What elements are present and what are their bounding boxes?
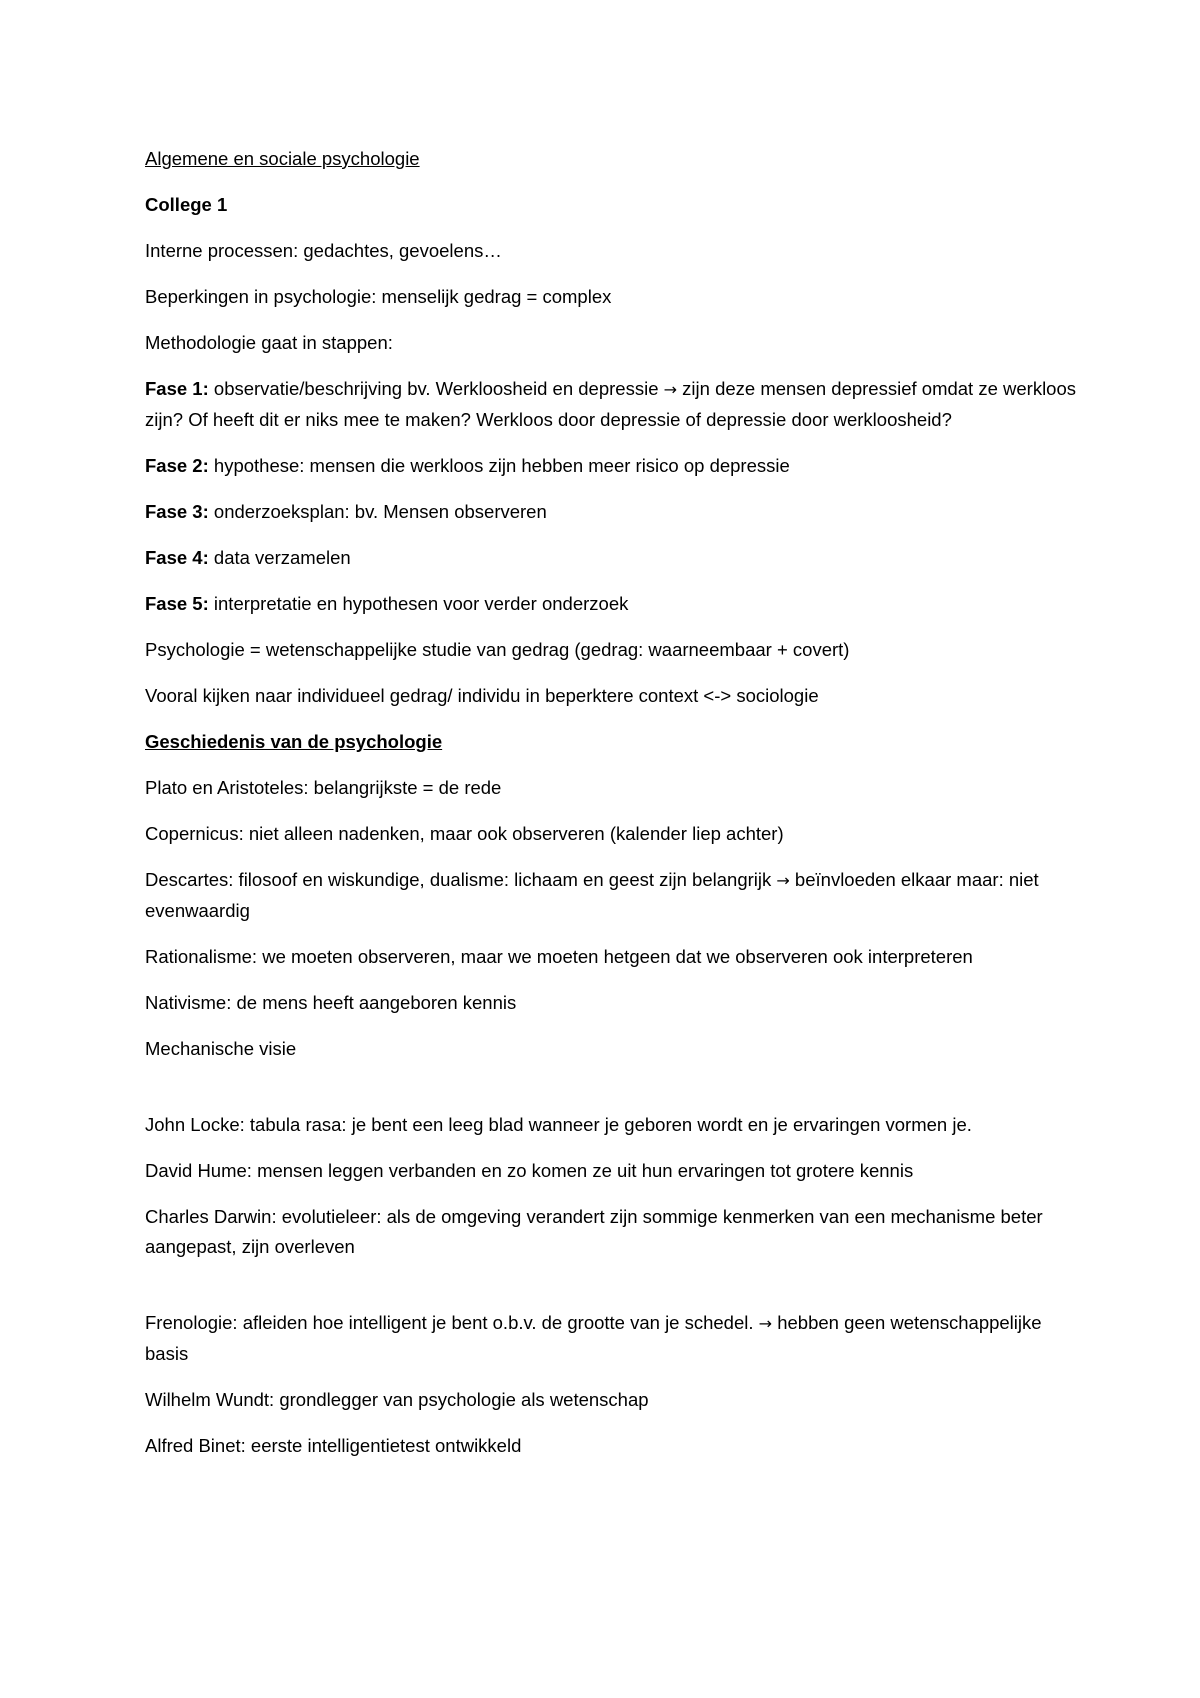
descartes-text-post: beïnvloeden elkaar maar: niet evenwaardig (145, 869, 1039, 921)
fase-1 (145, 374, 1085, 435)
line-psychologie-definitie: Psychologie = wetenschappelijke studie van gedrag (gedrag: waarneembaar + covert) (145, 639, 850, 660)
fase-3-text: onderzoeksplan: bv. Mensen observeren (208, 501, 547, 522)
document-title: Algemene en sociale psychologie (145, 148, 420, 169)
fase-2 (145, 451, 1085, 481)
line-mechanische-visie: Mechanische visie (145, 1038, 297, 1059)
frenologie-text-post: hebben geen wetenschappelijke basis (145, 1312, 1042, 1364)
line-interne-processen: Interne processen: gedachtes, gevoelens… (145, 240, 502, 261)
right-arrow-icon: → (663, 380, 678, 399)
line-plato: Plato en Aristoteles: belangrijkste = de rede (145, 777, 502, 798)
line-beperkingen: Beperkingen in psychologie: menselijk gedrag = complex (145, 286, 612, 307)
fase-1-text-post: zijn deze mensen depressief omdat ze werkloos zijn? Of heeft dit er niks mee te maken? Werkloos door depressie of depressie door werkloosheid? (145, 378, 1077, 430)
college-heading: College 1 (145, 194, 228, 215)
fase-2-label: Fase 2: (145, 455, 209, 476)
frenologie-text-pre: Frenologie: afleiden hoe intelligent je bent o.b.v. de grootte van je schedel. (145, 1312, 759, 1333)
line-charles-darwin: Charles Darwin: evolutieleer: als de omgeving verandert zijn sommige kenmerken van een mechanisme beter aangepast, zijn overleven (145, 1206, 1043, 1257)
line-rationalisme: Rationalisme: we moeten observeren, maar we moeten hetgeen dat we observeren ook interpreteren (145, 946, 973, 967)
right-arrow-icon: → (776, 871, 790, 890)
fase-4 (145, 543, 1085, 573)
descartes-text-pre: Descartes: filosoof en wiskundige, dualisme: lichaam en geest zijn belangrijk (145, 869, 777, 890)
line-wilhelm-wundt: Wilhelm Wundt: grondlegger van psychologie als wetenschap (145, 1389, 649, 1410)
fase-5 (145, 589, 1085, 619)
fase-3 (145, 497, 1085, 527)
fase-2-text: hypothese: mensen die werkloos zijn hebben meer risico op depressie (208, 455, 790, 476)
spacer (145, 1278, 1085, 1308)
line-copernicus: Copernicus: niet alleen nadenken, maar ook observeren (kalender liep achter) (145, 823, 784, 844)
line-descartes (145, 865, 1085, 926)
fase-3-label: Fase 3: (145, 501, 209, 522)
fase-1-text-pre: observatie/beschrijving bv. Werkloosheid en depressie (208, 378, 664, 399)
fase-5-label: Fase 5: (145, 593, 209, 614)
line-alfred-binet: Alfred Binet: eerste intelligentietest ontwikkeld (145, 1435, 522, 1456)
document-body (145, 144, 1085, 1477)
right-arrow-icon: → (758, 1314, 773, 1333)
line-vooral: Vooral kijken naar individueel gedrag/ individu in beperktere context <-> sociologie (145, 685, 819, 706)
line-david-hume: David Hume: mensen leggen verbanden en zo komen ze uit hun ervaringen tot grotere kennis (145, 1160, 914, 1181)
fase-4-text: data verzamelen (208, 547, 351, 568)
fase-5-text: interpretatie en hypothesen voor verder onderzoek (208, 593, 629, 614)
section-heading-geschiedenis: Geschiedenis van de psychologie (145, 731, 443, 752)
spacer (145, 1080, 1085, 1110)
line-methodologie: Methodologie gaat in stappen: (145, 332, 393, 353)
fase-1-label: Fase 1: (145, 378, 209, 399)
line-nativisme: Nativisme: de mens heeft aangeboren kennis (145, 992, 517, 1013)
line-john-locke: John Locke: tabula rasa: je bent een leeg blad wanneer je geboren wordt en je ervaringen vormen je. (145, 1114, 972, 1135)
fase-4-label: Fase 4: (145, 547, 209, 568)
line-frenologie (145, 1308, 1085, 1369)
